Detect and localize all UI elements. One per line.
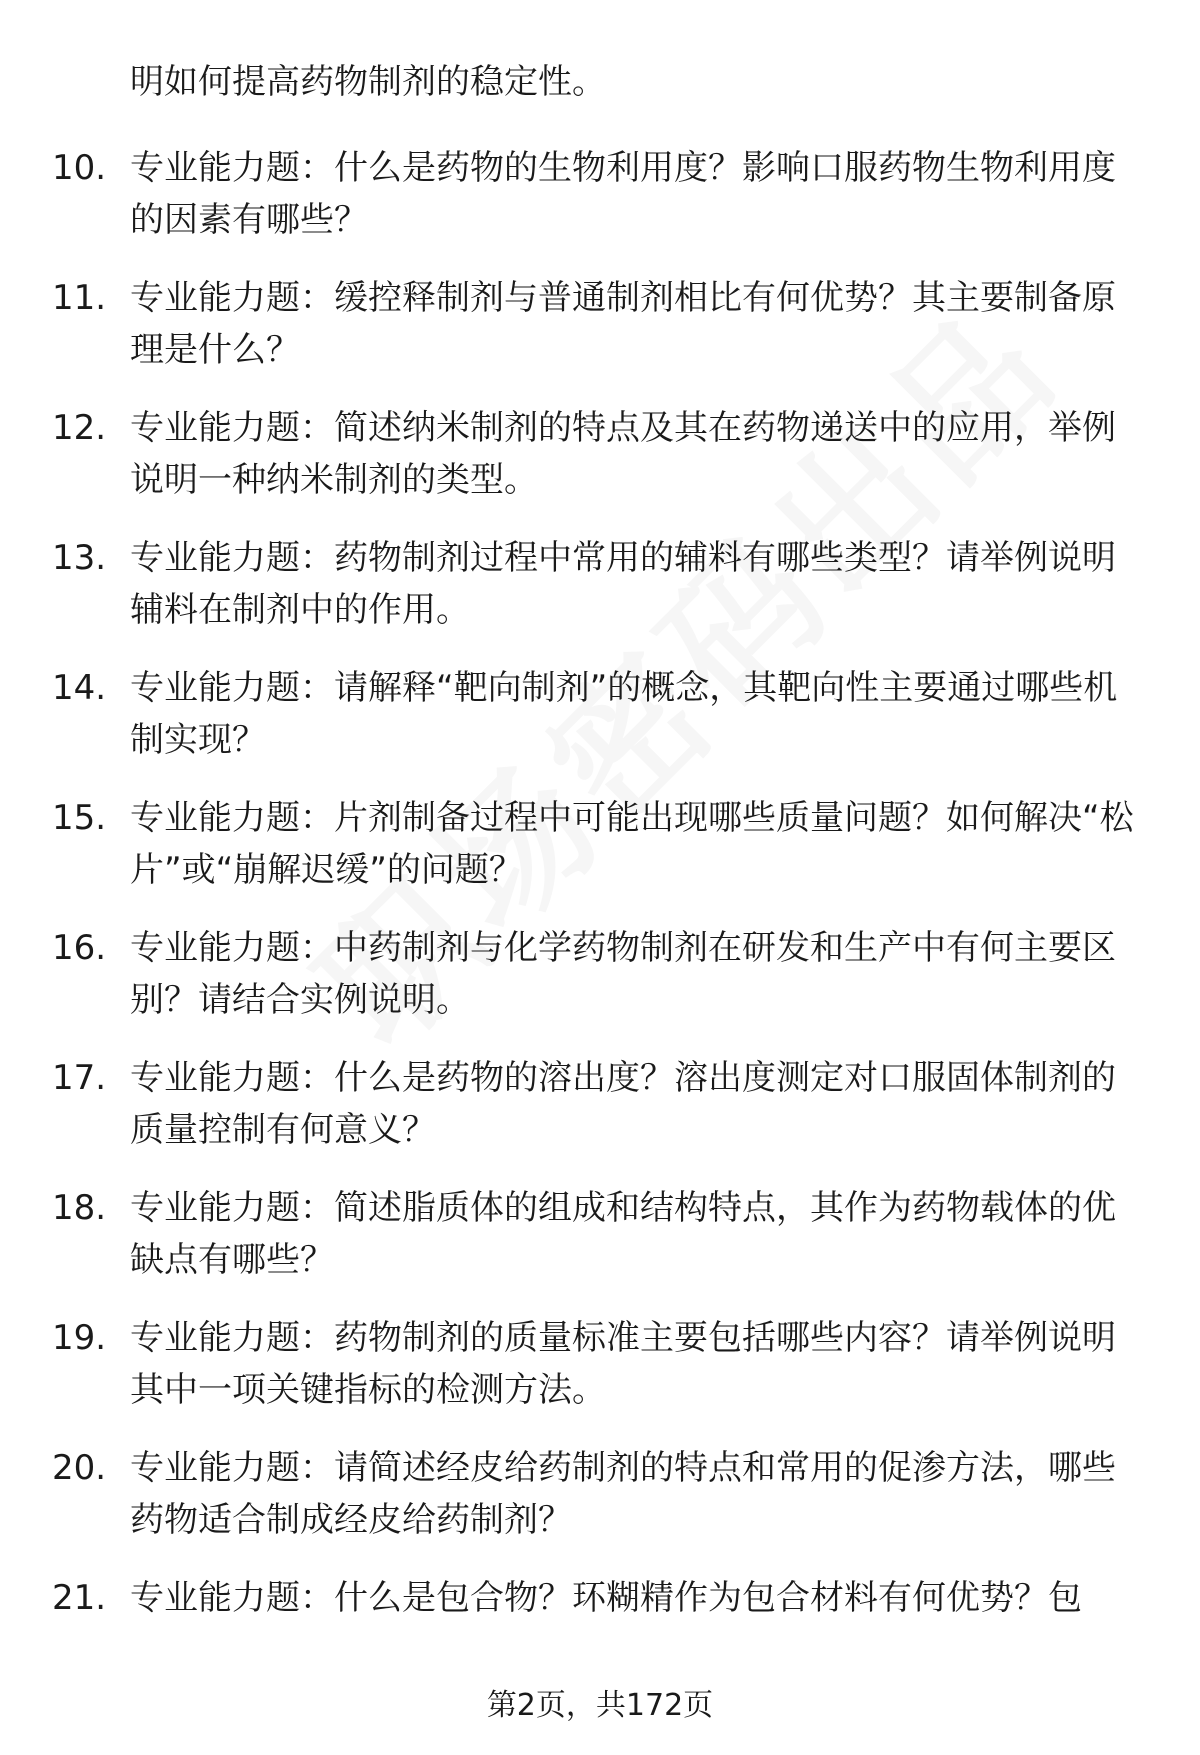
question-number: 13. xyxy=(52,538,107,578)
question-item xyxy=(0,1572,1200,1676)
continued-question-text: 明如何提高药物制剂的稳定性。 xyxy=(130,62,606,102)
page-number-footer: 第2页，共172页 xyxy=(486,1688,714,1723)
question-text: 专业能力题：简述脂质体的组成和结构特点，其作为药物载体的优缺点有哪些？ xyxy=(130,1188,1116,1280)
question-item xyxy=(0,1052,1200,1156)
question-text: 专业能力题：药物制剂的质量标准主要包括哪些内容？请举例说明其中一项关键指标的检测方法。 xyxy=(130,1318,1116,1410)
question-text: 专业能力题：药物制剂过程中常用的辅料有哪些类型？请举例说明辅料在制剂中的作用。 xyxy=(130,538,1116,630)
question-number: 19. xyxy=(52,1318,107,1358)
question-text: 专业能力题：缓控释制剂与普通制剂相比有何优势？其主要制备原理是什么？ xyxy=(130,278,1116,370)
question-list xyxy=(0,142,1200,1702)
question-text: 专业能力题：请解释“靶向制剂”的概念，其靶向性主要通过哪些机制实现？ xyxy=(130,668,1118,760)
question-number: 21. xyxy=(52,1578,107,1618)
question-item xyxy=(0,272,1200,376)
question-item xyxy=(0,1442,1200,1546)
question-text: 专业能力题：什么是包合物？环糊精作为包合材料有何优势？包 xyxy=(130,1578,1082,1618)
question-text: 专业能力题：什么是药物的溶出度？溶出度测定对口服固体制剂的质量控制有何意义？ xyxy=(130,1058,1116,1150)
question-number: 10. xyxy=(52,148,107,188)
question-text: 专业能力题：中药制剂与化学药物制剂在研发和生产中有何主要区别？请结合实例说明。 xyxy=(130,928,1116,1020)
question-number: 20. xyxy=(52,1448,107,1488)
question-item xyxy=(0,662,1200,766)
question-text: 专业能力题：片剂制备过程中可能出现哪些质量问题？如何解决“松片”或“崩解迟缓”的问题？ xyxy=(130,798,1134,890)
question-item xyxy=(0,792,1200,896)
question-item xyxy=(0,532,1200,636)
question-number: 15. xyxy=(52,798,107,838)
question-number: 11. xyxy=(52,278,107,318)
question-text: 专业能力题：简述纳米制剂的特点及其在药物递送中的应用，举例说明一种纳米制剂的类型。 xyxy=(130,408,1116,500)
question-number: 14. xyxy=(52,668,107,708)
question-number: 12. xyxy=(52,408,107,448)
question-item xyxy=(0,1312,1200,1416)
question-item xyxy=(0,1182,1200,1286)
question-item xyxy=(0,922,1200,1026)
question-item xyxy=(0,402,1200,506)
question-number: 18. xyxy=(52,1188,107,1228)
question-item xyxy=(0,142,1200,246)
question-text: 专业能力题：什么是药物的生物利用度？影响口服药物生物利用度的因素有哪些？ xyxy=(130,148,1116,240)
question-number: 17. xyxy=(52,1058,107,1098)
question-text: 专业能力题：请简述经皮给药制剂的特点和常用的促渗方法，哪些药物适合制成经皮给药制剂？ xyxy=(130,1448,1116,1540)
question-number: 16. xyxy=(52,928,107,968)
